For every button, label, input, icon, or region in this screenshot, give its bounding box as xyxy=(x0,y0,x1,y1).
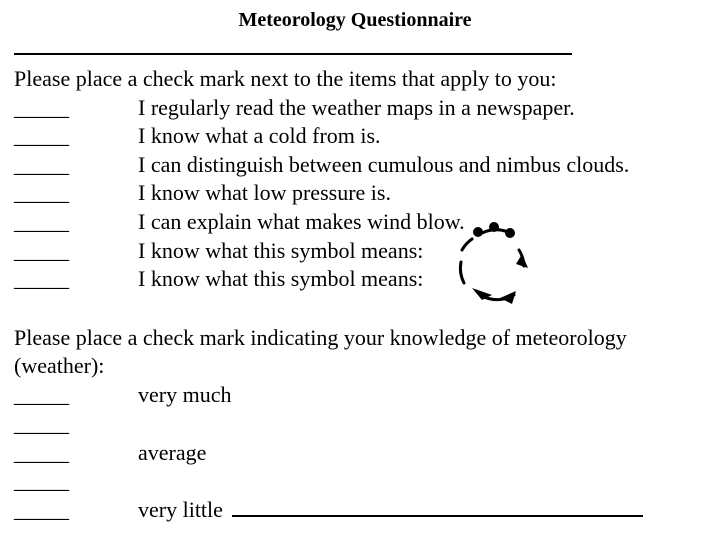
section2-prompt-line2: (weather): xyxy=(14,353,105,378)
rating-blank[interactable]: _____ xyxy=(14,497,69,522)
checklist-item-label: I can explain what makes wind blow. xyxy=(138,209,465,234)
check-blank[interactable]: _____ xyxy=(14,180,69,205)
checklist-item-label: I know what low pressure is. xyxy=(138,180,391,205)
closing-underline xyxy=(232,515,643,517)
check-blank[interactable]: _____ xyxy=(14,152,69,177)
occluded-front-circle-icon xyxy=(452,220,532,306)
check-blank[interactable]: _____ xyxy=(14,238,69,263)
check-blank[interactable]: _____ xyxy=(14,266,69,291)
title-underline xyxy=(14,53,572,55)
rating-blank[interactable]: _____ xyxy=(14,411,69,436)
rating-blank[interactable]: _____ xyxy=(14,468,69,493)
section1-prompt: Please place a check mark next to the items that apply to you: xyxy=(14,66,557,91)
rating-option-label: average xyxy=(138,440,207,465)
section2-prompt-line1: Please place a check mark indicating your knowledge of meteorology xyxy=(14,325,627,350)
rating-blank[interactable]: _____ xyxy=(14,440,69,465)
rating-option-label: very much xyxy=(138,382,232,407)
check-blank[interactable]: _____ xyxy=(14,123,69,148)
checklist-item-label: I know what a cold from is. xyxy=(138,123,381,148)
page-title: Meteorology Questionnaire xyxy=(238,9,472,31)
check-blank[interactable]: _____ xyxy=(14,209,69,234)
check-blank[interactable]: _____ xyxy=(14,95,69,120)
checklist-item-label: I can distinguish between cumulous and nimbus clouds. xyxy=(138,152,630,177)
checklist-item-label: I regularly read the weather maps in a newspaper. xyxy=(138,95,575,120)
checklist-item-label: I know what this symbol means: xyxy=(138,238,424,263)
rating-option-label: very little xyxy=(138,497,223,522)
rating-blank[interactable]: _____ xyxy=(14,382,69,407)
checklist-item-label: I know what this symbol means: xyxy=(138,266,424,291)
